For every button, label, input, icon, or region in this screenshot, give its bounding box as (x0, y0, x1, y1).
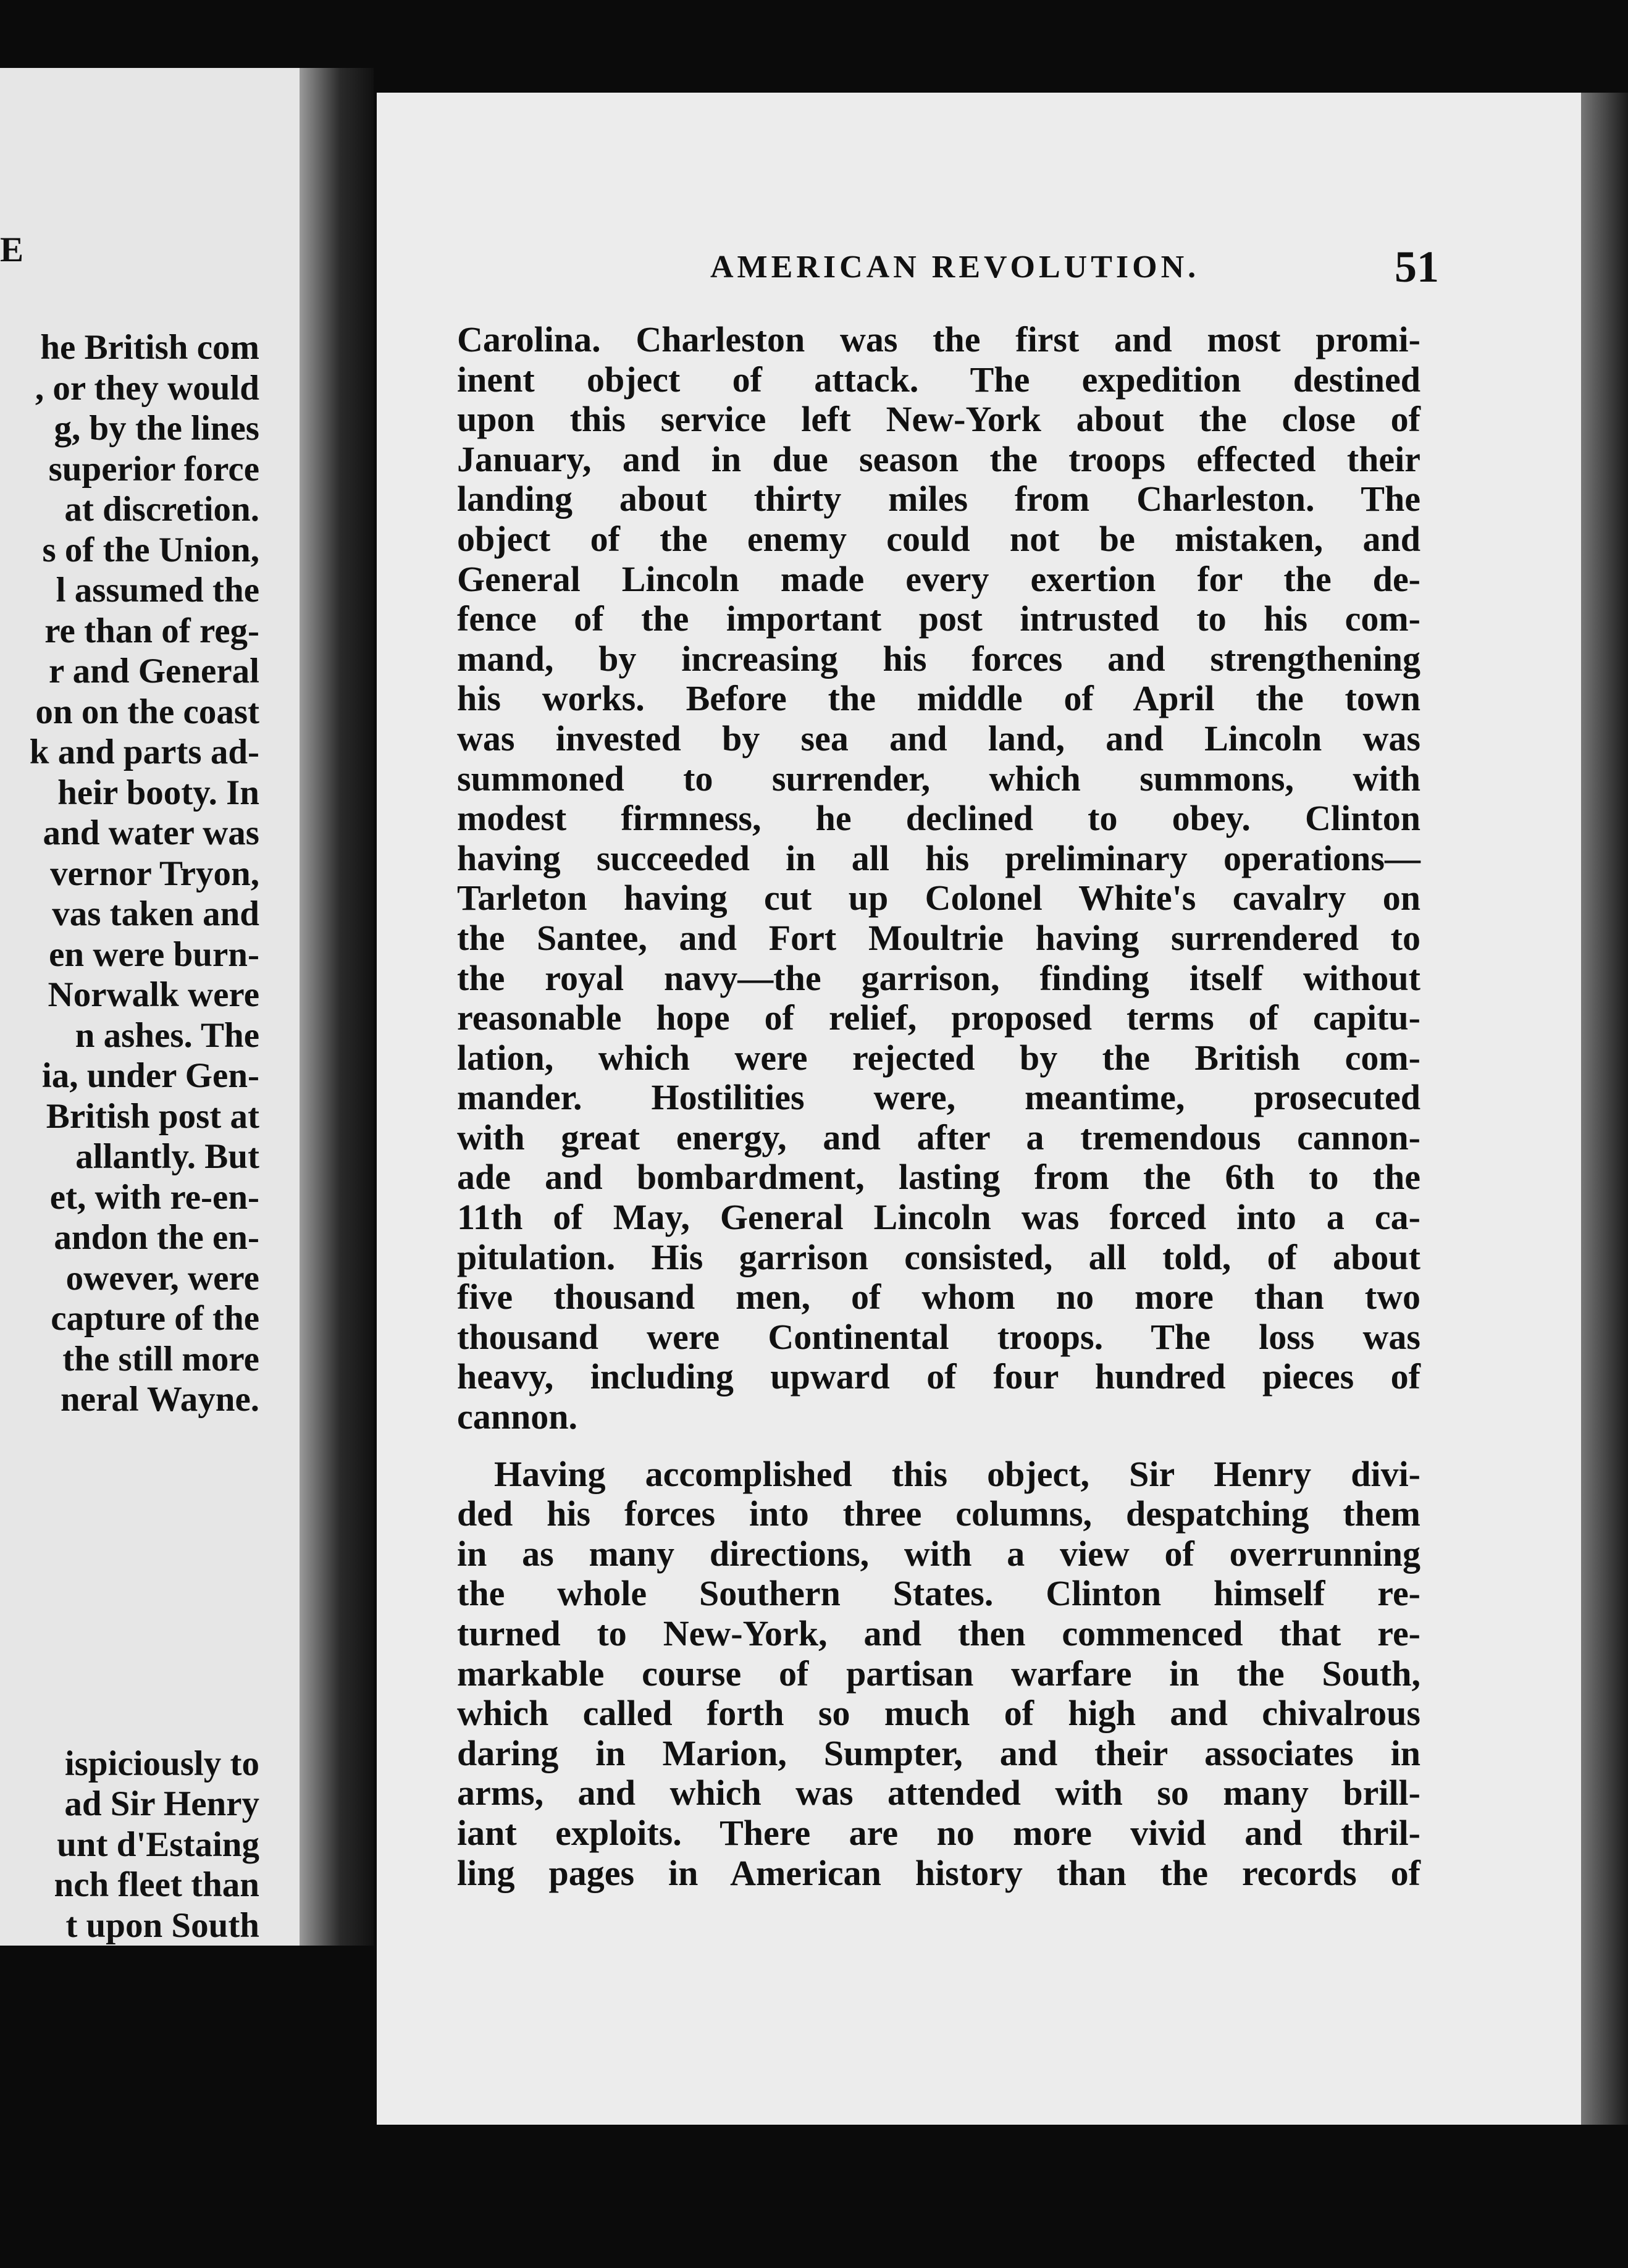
left-text-line: l assumed the (56, 571, 259, 610)
page-edge-shadow (1581, 93, 1628, 2125)
left-text-line: n ashes. The (75, 1015, 259, 1055)
left-text-line: neral Wayne. (61, 1380, 259, 1419)
left-text-line (0, 1501, 259, 1542)
left-text-line: et, with re-en- (49, 1177, 259, 1217)
left-text-line (0, 1541, 259, 1582)
left-text-line: at discretion. (64, 490, 259, 529)
left-text-line (0, 1622, 259, 1663)
left-text-line: allantly. But (75, 1137, 259, 1176)
text-line: modest firmness, he declined to obey. Clinton (457, 798, 1420, 839)
left-text-line: ispiciously to (64, 1744, 259, 1783)
text-line: was invested by sea and land, and Lincoln was (457, 718, 1420, 758)
left-text-line (0, 1703, 259, 1744)
text-line: the royal navy—the garrison, finding itself without (457, 957, 1420, 998)
text-line: the Santee, and Fort Moultrie having surrendered to (457, 917, 1420, 958)
text-line: pitulation. His garrison consisted, all told, of about (457, 1237, 1420, 1277)
left-text-line: g, by the lines (54, 409, 259, 448)
text-line: mand, by increasing his forces and strengthening (457, 638, 1420, 679)
left-text-line: the still more (62, 1339, 259, 1379)
paragraph-gap (457, 1437, 1420, 1455)
left-text-line (0, 1582, 259, 1623)
page-number: 51 (1395, 242, 1439, 292)
paragraph-1 (457, 320, 1420, 1437)
text-line: upon this service left New-York about the close of (457, 399, 1420, 440)
text-line: cannon. (457, 1396, 578, 1437)
left-text-line: heir booty. In (57, 773, 259, 812)
left-text-line: , or they would (35, 368, 259, 408)
left-text-line: owever, were (65, 1258, 259, 1298)
left-text-line: t upon South (65, 1905, 259, 1945)
text-line: daring in Marion, Sumpter, and their associates in (457, 1732, 1420, 1773)
text-line: his works. Before the middle of April the town (457, 678, 1420, 719)
text-line: turned to New-York, and then commenced that re- (457, 1613, 1420, 1653)
left-text-line: s of the Union, (42, 530, 259, 569)
text-line: having succeeded in all his preliminary operations— (457, 838, 1420, 878)
left-text-line (0, 1663, 259, 1703)
text-line: arms, and which was attended with so many brill- (457, 1773, 1420, 1813)
text-line: lation, which were rejected by the British com- (457, 1037, 1420, 1078)
text-line: General Lincoln made every exertion for the de- (457, 558, 1420, 599)
left-text-line: Norwalk were (48, 975, 259, 1014)
paragraph-2 (457, 1455, 1420, 1894)
left-text-line: he British com (40, 328, 259, 367)
left-text-line (0, 1420, 259, 1461)
text-line: ded his forces into three columns, despatching them (457, 1493, 1420, 1534)
left-text-line: vas taken and (52, 894, 259, 933)
book-gutter (300, 68, 374, 1946)
left-text-line: capture of the (51, 1299, 259, 1338)
text-line: with great energy, and after a tremendous cannon- (457, 1117, 1420, 1157)
left-text-line: ad Sir Henry (64, 1784, 259, 1823)
text-line: Tarleton having cut up Colonel White's cavalry on (457, 878, 1420, 918)
text-line: five thousand men, of whom no more than two (457, 1277, 1420, 1317)
text-line: ling pages in American history than the records of (457, 1852, 1420, 1893)
text-line: reasonable hope of relief, proposed terms of capitu- (457, 998, 1420, 1038)
running-head: AMERICAN REVOLUTION. (710, 250, 1200, 285)
left-text-line: r and General (49, 652, 259, 691)
left-text-line: unt d'Estaing (57, 1825, 259, 1864)
text-line: iant exploits. There are no more vivid and thril- (457, 1812, 1420, 1853)
text-line: inent object of attack. The expedition destined (457, 359, 1420, 400)
text-line: object of the enemy could not be mistaken, and (457, 518, 1420, 559)
left-page-text (0, 327, 259, 1946)
text-line: fence of the important post intrusted to his com- (457, 598, 1420, 639)
text-line: mander. Hostilities were, meantime, prosecuted (457, 1077, 1420, 1118)
text-line: Carolina. Charleston was the first and most promi- (457, 319, 1420, 359)
text-line: in as many directions, with a view of overrunning (457, 1533, 1420, 1574)
text-line: ade and bombardment, lasting from the 6th to the (457, 1157, 1420, 1198)
text-line: thousand were Continental troops. The loss was (457, 1316, 1420, 1357)
text-line: markable course of partisan warfare in the South, (457, 1653, 1420, 1694)
text-line: landing about thirty miles from Charleston. The (457, 479, 1420, 519)
left-running-head-fragment: E (0, 230, 24, 269)
text-line: summoned to surrender, which summons, with (457, 758, 1420, 799)
text-line: which called forth so much of high and chivalrous (457, 1693, 1420, 1734)
left-text-line: k and parts ad- (29, 733, 259, 771)
left-text-line: re than of reg- (44, 611, 259, 650)
left-text-line: nch fleet than (54, 1865, 259, 1904)
left-text-line: superior force (48, 449, 259, 489)
text-line: January, and in due season the troops effected their (457, 439, 1420, 479)
left-text-line: on on the coast (35, 692, 259, 731)
left-text-line: en were burn- (49, 934, 259, 974)
left-text-line: and water was (43, 813, 259, 852)
left-text-line: vernor Tryon, (50, 854, 259, 893)
text-line: Having accomplished this object, Sir Henry divi- (494, 1453, 1420, 1494)
text-line: 11th of May, General Lincoln was forced into a ca- (457, 1197, 1420, 1238)
left-text-line: British post at (46, 1096, 259, 1136)
left-text-line: ia, under Gen- (41, 1056, 259, 1095)
text-line: heavy, including upward of four hundred pieces of (457, 1356, 1420, 1397)
left-text-line: andon the en- (54, 1218, 259, 1257)
left-text-line (0, 1460, 259, 1501)
body-text (457, 320, 1420, 1893)
text-line: the whole Southern States. Clinton himself re- (457, 1573, 1420, 1614)
